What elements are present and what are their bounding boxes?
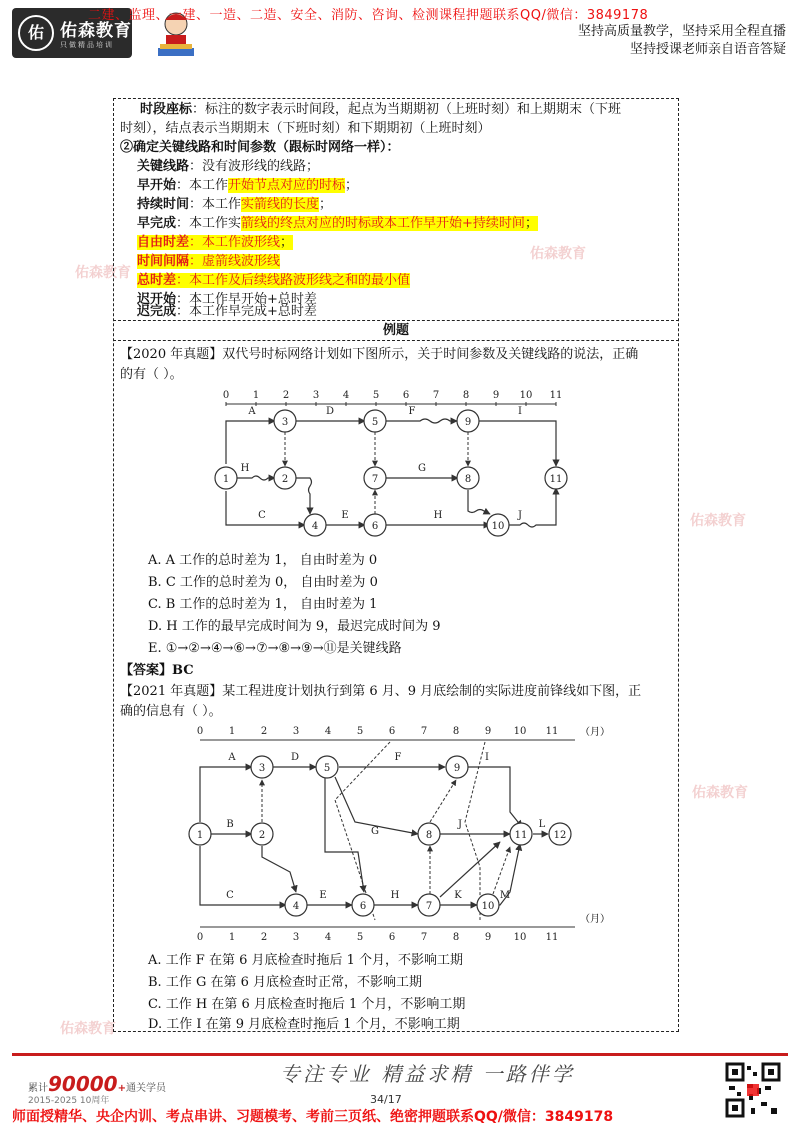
time-tick-label: 9 xyxy=(484,932,492,943)
node-label: 7 xyxy=(371,474,379,485)
node-label: 4 xyxy=(292,901,300,912)
footer-stat: 累计90000+通关学员 xyxy=(28,1072,166,1096)
note-line: 迟完成：本工作早完成+总时差 xyxy=(137,304,317,319)
option-d: D. 工作 I 在第 9 月底检查时拖后 1 个月，不影响工期 xyxy=(148,1017,460,1032)
node-label: 9 xyxy=(464,417,472,428)
watermark: 佑森教育 xyxy=(530,246,586,262)
header-slogan-1: 坚持高质量教学，坚持采用全程直播 xyxy=(577,24,786,39)
divider xyxy=(113,340,679,341)
axis-unit: （月） xyxy=(580,727,610,738)
highlight: 实箭线的长度 xyxy=(241,197,320,212)
time-tick-label: 0 xyxy=(196,932,204,943)
note-line: 关键线路：没有波形线的线路； xyxy=(137,159,320,174)
time-tick-label: 4 xyxy=(342,390,350,401)
time-tick-label: 3 xyxy=(312,390,320,401)
work-label: E xyxy=(319,890,327,901)
node-label: 2 xyxy=(281,474,289,485)
node-label: 3 xyxy=(281,417,289,428)
time-tick-label: 8 xyxy=(452,932,460,943)
time-tick-label: 7 xyxy=(420,726,428,737)
node-label: 9 xyxy=(453,763,461,774)
note-line: 迟开始：本工作早开始+总时差 xyxy=(137,292,317,307)
network-diagram-2020 xyxy=(200,386,580,546)
signature-slogan: 专注专业 精益求精 一路伴学 xyxy=(280,1062,575,1086)
work-label: L xyxy=(538,819,546,830)
node-label: 1 xyxy=(196,830,204,841)
option-d: D. H 工作的最早完成时间为 9，最迟完成时间为 9 xyxy=(148,619,441,634)
node-label: 7 xyxy=(425,901,433,912)
work-label: K xyxy=(454,890,462,901)
time-tick-label: 6 xyxy=(388,726,396,737)
time-tick-label: 5 xyxy=(356,932,364,943)
work-label: J xyxy=(457,819,463,830)
time-tick-label: 11 xyxy=(549,390,563,401)
node-label: 1 xyxy=(222,474,230,485)
node-label: 11 xyxy=(514,830,528,841)
node-label: 8 xyxy=(425,830,433,841)
time-tick-label: 2 xyxy=(260,726,268,737)
highlight: 箭线的终点对应的时标或本工作早开始+持续时间 xyxy=(241,216,525,231)
logo-mark: 佑 xyxy=(18,15,54,51)
work-label: G xyxy=(418,463,426,474)
node-label: 8 xyxy=(464,474,472,485)
work-label: B xyxy=(226,819,234,830)
work-label: F xyxy=(394,752,402,763)
header-banner: 二建、监理、一建、一造、二造、安全、消防、咨询、检测课程押题联系QQ/微信：3849178 xyxy=(88,8,649,23)
work-label: H xyxy=(390,890,400,901)
time-tick-label: 0 xyxy=(222,390,230,401)
option-b: B. 工作 G 在第 6 月底检查时正常，不影响工期 xyxy=(148,975,423,990)
note-line: 时段座标：标注的数字表示时间段，起点为当期期初（上班时刻）和上期期末（下班 xyxy=(140,102,622,117)
watermark: 佑森教育 xyxy=(692,785,748,801)
node-label: 3 xyxy=(258,763,266,774)
node-label: 6 xyxy=(359,901,367,912)
qr-code-icon xyxy=(725,1062,781,1118)
work-labels xyxy=(226,752,546,901)
work-label: E xyxy=(341,510,349,521)
work-label: C xyxy=(258,510,266,521)
work-label: C xyxy=(226,890,234,901)
logo-subtitle: 只做精品培训 xyxy=(60,41,114,49)
time-tick-label: 7 xyxy=(420,932,428,943)
note-line: 时间间隔：虚箭线波形线 xyxy=(137,254,281,269)
option-a: A. A 工作的总时差为 1， 自由时差为 0 xyxy=(148,553,378,568)
node-label: 2 xyxy=(258,830,266,841)
page-number: 34/17 xyxy=(370,1093,402,1106)
time-tick-label: 2 xyxy=(260,932,268,943)
time-tick-label: 11 xyxy=(545,932,559,943)
network-nodes xyxy=(189,756,571,916)
time-tick-label: 9 xyxy=(484,726,492,737)
note-line: 自由时差：本工作波形线； xyxy=(137,235,294,250)
work-label: D xyxy=(325,406,335,417)
work-label: I xyxy=(485,752,489,763)
time-tick-label: 1 xyxy=(228,726,236,737)
question-2020-stem: 的有（ ）。 xyxy=(120,367,183,382)
time-tick-label: 4 xyxy=(324,726,332,737)
watermark: 佑森教育 xyxy=(75,265,131,281)
node-label: 10 xyxy=(491,521,505,532)
node-label: 6 xyxy=(371,521,379,532)
time-tick-label: 3 xyxy=(292,726,300,737)
footer-years: 2015-2025 10周年 xyxy=(28,1096,110,1106)
time-tick-label: 9 xyxy=(492,390,500,401)
question-2021-stem: 确的信息有（ ）。 xyxy=(120,704,222,719)
time-tick-label: 6 xyxy=(388,932,396,943)
footer-banner: 师面授精华、央企内训、考点串讲、习题模考、考前三页纸、绝密押题联系QQ/微信：3849178 xyxy=(12,1109,614,1125)
watermark: 佑森教育 xyxy=(60,1021,116,1037)
note-line: 时刻），结点表示当期期末（下班时刻）和下期期初（上班时刻） xyxy=(120,121,491,136)
note-line: 早完成：本工作实箭线的终点对应的时标或本工作早开始+持续时间； xyxy=(137,216,538,231)
time-tick-label: 5 xyxy=(356,726,364,737)
work-label: I xyxy=(518,406,522,417)
example-title: 例题 xyxy=(382,323,409,338)
work-label: A xyxy=(228,752,236,763)
work-label: H xyxy=(240,463,250,474)
time-tick-label: 2 xyxy=(282,390,290,401)
answer: 【答案】BC xyxy=(120,663,194,678)
time-tick-label: 10 xyxy=(513,726,527,737)
time-tick-label: 0 xyxy=(196,726,204,737)
time-tick-label: 10 xyxy=(519,390,533,401)
option-b: B. C 工作的总时差为 0， 自由时差为 0 xyxy=(148,575,378,590)
note-label: 时段座标 xyxy=(140,102,193,117)
network-nodes xyxy=(215,410,567,536)
node-label: 5 xyxy=(323,763,331,774)
node-label: 4 xyxy=(311,521,319,532)
axis-unit: （月） xyxy=(580,914,610,925)
time-tick-label: 4 xyxy=(324,932,332,943)
note-line: 持续时间：本工作实箭线的长度； xyxy=(137,197,333,212)
note-line: 总时差：本工作及后续线路波形线之和的最小值 xyxy=(137,273,411,288)
header-slogan-2: 坚持授课老师亲自语音答疑 xyxy=(629,42,786,57)
work-label: H xyxy=(433,510,443,521)
note-heading: ②确定关键线路和时间参数（跟标时网络一样）： xyxy=(120,140,400,155)
note-line: 早开始：本工作开始节点对应的时标； xyxy=(137,178,359,193)
option-c: C. B 工作的总时差为 1， 自由时差为 1 xyxy=(148,597,378,612)
question-2021-stem: 【2021 年真题】某工程进度计划执行到第 6 月、9 月底绘制的实际进度前锋线如下图，正 xyxy=(120,684,642,699)
network-diagram-2021 xyxy=(180,722,620,944)
option-a: A. 工作 F 在第 6 月底检查时拖后 1 个月，不影响工期 xyxy=(148,953,464,968)
work-label: M xyxy=(499,890,511,901)
time-tick-label: 8 xyxy=(452,726,460,737)
footer-divider xyxy=(12,1053,788,1056)
time-tick-label: 10 xyxy=(513,932,527,943)
option-e: E. ①→②→④→⑥→⑦→⑧→⑨→⑪是关键线路 xyxy=(148,641,402,656)
work-label: F xyxy=(408,406,416,417)
time-tick-label: 11 xyxy=(545,726,559,737)
node-label: 11 xyxy=(549,474,563,485)
time-tick-label: 5 xyxy=(372,390,380,401)
node-label: 10 xyxy=(481,901,495,912)
work-label: J xyxy=(517,510,523,521)
time-tick-label: 8 xyxy=(462,390,470,401)
question-2020-stem: 【2020 年真题】双代号时标网络计划如下图所示，关于时间参数及关键线路的说法，正确 xyxy=(120,347,639,362)
node-label: 12 xyxy=(553,830,567,841)
highlight: 开始节点对应的时标 xyxy=(228,178,346,193)
time-tick-label: 3 xyxy=(292,932,300,943)
watermark: 佑森教育 xyxy=(690,513,746,529)
work-label: G xyxy=(371,826,379,837)
time-tick-label: 1 xyxy=(252,390,260,401)
logo-name: 佑森教育 xyxy=(60,21,132,41)
work-label: A xyxy=(248,406,256,417)
work-label: D xyxy=(290,752,300,763)
node-label: 5 xyxy=(371,417,379,428)
time-tick-label: 1 xyxy=(228,932,236,943)
time-tick-label: 6 xyxy=(402,390,410,401)
time-tick-label: 7 xyxy=(432,390,440,401)
option-c: C. 工作 H 在第 6 月底检查时拖后 1 个月，不影响工期 xyxy=(148,997,466,1012)
